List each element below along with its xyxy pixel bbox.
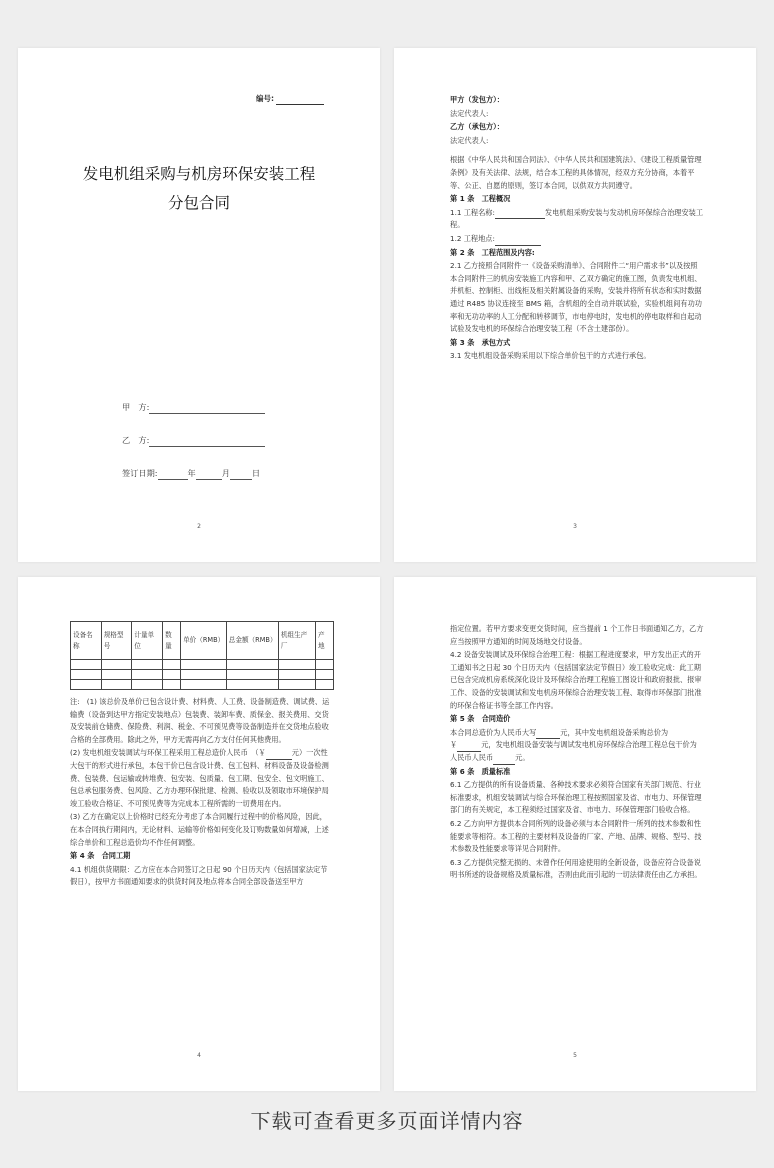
article-3-title: 第 3 条 承包方式 xyxy=(450,337,511,347)
party-a-heading: 甲方（发包方）： xyxy=(450,95,504,104)
cover-page xyxy=(18,48,380,562)
article-1-1: 1.1 工程名称: 发电机组采购安装与发动机房环保综合治理安装工程。 xyxy=(450,207,704,230)
table-row xyxy=(71,660,334,670)
page-number: 5 xyxy=(573,1051,577,1059)
article-4-2: 4.2 设备安装调试及环保综合治理工程：根据工程进度要求，甲方发出正式的开工通知书之日起 30 个日历天内（包括国家法定节假日）竣工验收完成：此工期已包含完成机房系统深化设计及环保综合治理工程施工图设计和政府报批、报审工作、设备的安装调试和发电机房环保综合治理安装工程、取得市环保部门批准的环保合格证书等全部工作内容。 xyxy=(450,650,702,710)
party-b-blank xyxy=(149,437,265,447)
table-header: 总金额（RMB） xyxy=(226,622,278,660)
contract-page-5 xyxy=(394,577,756,1091)
party-a-field: 甲 方: xyxy=(122,400,265,414)
article-6-1: 6.1 乙方提供的所有设备质量、各种技术要求必须符合国家有关部门规范、行业标准要求，机组安装调试与综合环保治理工程按照国家及省、市电力、环保管理部门的有关规定，本工程须经过国家及省、市电力、环保管理部门验收合格。 xyxy=(450,780,702,815)
article-5-body: 本合同总造价为人民币大写 元，其中发电机组设备采购总价为 ￥ 元，发电机组设备安装与调试发电机房环保综合治理工程总包干价为人民币人民币 元。 xyxy=(450,727,704,765)
article-1-title: 第 1 条 工程概况 xyxy=(450,194,511,204)
contract-title xyxy=(18,160,380,219)
equipment-table xyxy=(70,621,334,690)
note-3: (3) 乙方在确定以上价格时已经充分考虑了本合同履行过程中的价格风险，因此，在本合同执行期间内，无论材料、运输等价格如何变化及订购数量如何增减，上述综合单价和工程总造价均不作任何调整。 xyxy=(70,812,329,847)
article-4-1: 4.1 机组供货期限：乙方应在本合同签订之日起 90 个日历天内（包括国家法定节假日），按甲方书面通知要求的供货时间及地点将本合同全部设备送至甲方 xyxy=(70,864,328,887)
page-number: 3 xyxy=(573,522,577,530)
table-header: 产地 xyxy=(315,622,333,660)
contract-page-3 xyxy=(394,48,756,562)
sign-date-field: 签订日期: 年 月 日 xyxy=(122,466,260,480)
table-header: 单价（RMB） xyxy=(181,622,227,660)
article-2-1: 2.1 乙方接照合同附件一《设备采购清单》、合同附件二“用户需求书”以及按照本合同附件三的机房安装施工内容和甲、乙双方确定的施工图，负责发电机组、并机柜、控制柜、出线柜及相关附属设备的采购，安装并将所有状态和实时数据通过 R485 协议连接至 BMS 箱，含机组的全自动并联试验，实验机组间有功功率和无功功率的人工分配和转移调节，市电停电时，发电机的停电取样和自起动试验及发电机的环保综合治理安装工程（不含土建部份）。 xyxy=(450,261,702,334)
article-5-title: 第 5 条 合同造价 xyxy=(450,714,511,724)
article-6-3: 6.3 乙方提供完整无损的、未曾作任何用途使用的全新设备，设备应符合设备说明书所述的设备规格及质量标准，否则由此而引起的一切法律责任由乙方承担。 xyxy=(450,857,702,880)
note-2: (2) 发电机组安装调试与环保工程采用工程总造价人民币 （￥ 元）一次性大包干的形式进行承包，本包干价已包含设计费、包工包料、材料设备及设备检测费、包装费、包运输或转堆费、包安装、包质量、包工期、包安全、包文明施工、包总承包服务费、包风险、乙方办理环保批建、检测、验收以及领取市环境保护局竣工验收合格证、不可预见费等为完成本工程所需的一切费用在内。 xyxy=(70,748,329,808)
article-4-title: 第 4 条 合同工期 xyxy=(70,851,131,861)
table-header: 设备名称 xyxy=(71,622,102,660)
table-row xyxy=(71,680,334,690)
table-header: 计量单位 xyxy=(132,622,163,660)
table-row xyxy=(71,670,334,680)
page-number: 2 xyxy=(197,522,201,530)
page-number: 4 xyxy=(197,1051,201,1059)
party-b-field: 乙 方: xyxy=(122,433,265,447)
download-more-caption[interactable]: 下载可查看更多页面详情内容 xyxy=(250,1109,524,1133)
number-label: 编号: xyxy=(256,94,274,103)
party-a-rep: 法定代表人: xyxy=(450,108,489,118)
table-header: 机组生产厂 xyxy=(278,622,315,660)
intro-paragraph: 根据《中华人民共和国合同法》、《中华人民共和国建筑法》、《建设工程质量管理条例》及有关法律、法规，结合本工程的具体情况，经双方充分协商，本着平等、公正、自愿的原则，签订本合同，以供双方共同遵守。 xyxy=(450,155,702,190)
party-a-blank xyxy=(149,404,265,414)
article-6-title: 第 6 条 质量标准 xyxy=(450,766,511,776)
article-2-title: 第 2 条 工程范围及内容: xyxy=(450,247,535,257)
note-1: 注: (1) 该总价及单价已包含设计费、材料费、人工费、设备制造费、调试费、运输费（设备到达甲方指定安装地点）包装费、装卸车费、质保金、报关费用、交货及安装前仓储费、保险费、利润、税金、不可预见费等设备制造并在交货地点验收合格的全部费用。除此之外，甲方无需再向乙方支付任何其他费用。 xyxy=(70,697,330,744)
article-1-2: 1.2 工程地点: xyxy=(450,233,704,246)
table-header: 数量 xyxy=(163,622,181,660)
party-b-heading: 乙方（承包方）： xyxy=(450,122,504,132)
title-line-2: 分包合同 xyxy=(167,194,230,213)
article-6-2: 6.2 乙方向甲方提供本合同所列的设备必须与本合同附件一所列的技术参数和性能要求等相符。本工程的主要材料及设备的厂家、产地、品牌、规格、型号、技术参数及性能要求等详见合同附件。 xyxy=(450,818,702,854)
party-b-rep: 法定代表人: xyxy=(450,135,489,145)
contract-page-4 xyxy=(18,577,380,1091)
table-header: 规格型号 xyxy=(101,622,132,660)
title-line-1: 发电机组采购与机房环保安装工程 xyxy=(82,165,316,183)
article-4-1-cont: 指定位置。若甲方要求变更交货时间，应当提前 1 个工作日书面通知乙方，乙方应当按照甲方通知的时间及场地交付设备。 xyxy=(450,624,704,646)
article-3-1: 3.1 发电机组设备采购采用以下综合单价包干的方式进行承包。 xyxy=(450,351,651,361)
contract-number xyxy=(256,92,324,105)
number-blank xyxy=(276,96,324,105)
